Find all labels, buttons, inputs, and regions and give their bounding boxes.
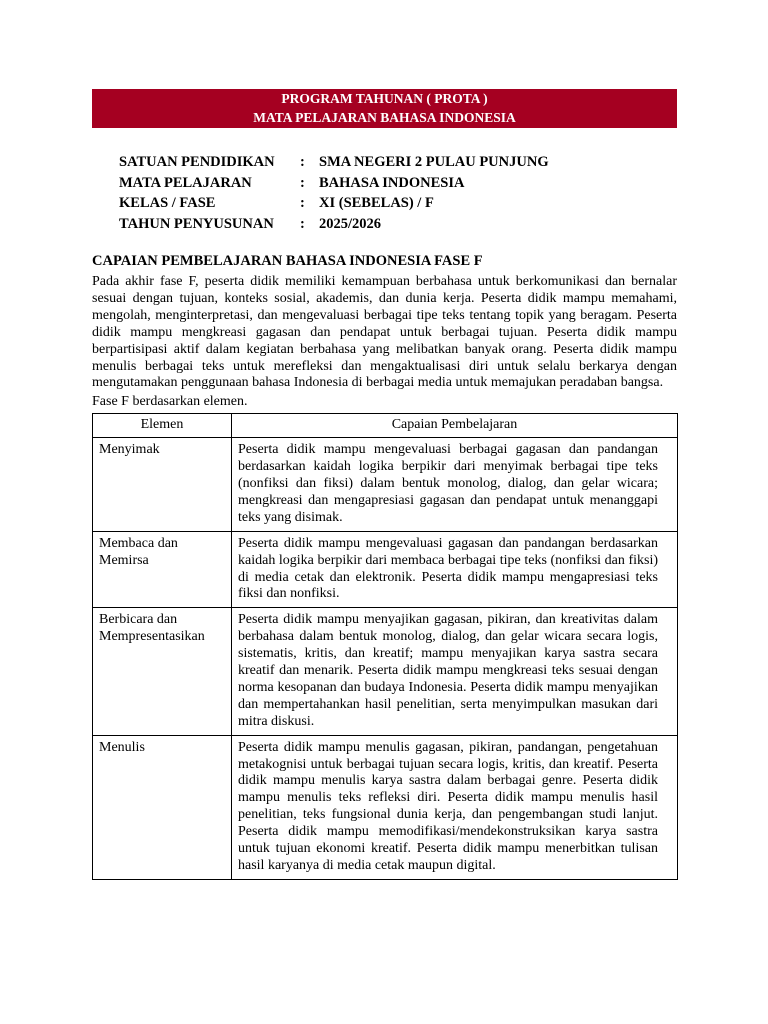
identity-separator: :: [300, 174, 305, 191]
capaian-cell: Peserta didik mampu menulis gagasan, pikiran, pandangan, pengetahuan metakognisi untuk berbagai tujuan secara logis, kritis, dan kreatif. Peserta didik mampu menulis karya sastra dalam berbagai genre. Peserta didik mampu menulis teks refleksi diri. Peserta didik mampu menulis hasil penelitian, teks fungsional dunia kerja, dan pengembangan studi lanjut. Peserta didik mampu memodifikasi/mendekonstruksikan karya sastra untuk tujuan ekonomi kreatif. Peserta didik mampu menerbitkan tulisan hasil karyanya di media cetak maupun digital.: [232, 735, 678, 879]
banner-title: PROGRAM TAHUNAN ( PROTA ): [281, 91, 488, 106]
identity-row: [119, 173, 549, 194]
header-elemen: Elemen: [93, 414, 232, 438]
identity-value: BAHASA INDONESIA: [319, 174, 465, 191]
capaian-cell: Peserta didik mampu menyajikan gagasan, pikiran, dan kreativitas dalam berbahasa dalam bentuk monolog, dialog, dan gelar wicara secara logis, sistematis, kritis, dan kreatif; mampu menyajikan karya sastra secara kreatif dan menarik. Peserta didik mampu mengkreasi teks sesuai dengan norma kesopanan dan budaya Indonesia. Peserta didik mampu menyajikan dan mempertahankan hasil penelitian, serta menyimpulkan masukan dari mitra diskusi.: [232, 608, 678, 735]
identity-separator: :: [300, 215, 305, 232]
section-heading: CAPAIAN PEMBELAJARAN BAHASA INDONESIA FASE F: [92, 253, 483, 269]
element-cell: Menulis: [93, 735, 232, 879]
identity-separator: :: [300, 195, 305, 211]
table-row: [93, 608, 678, 735]
capaian-table: [92, 413, 678, 880]
element-cell: Menyimak: [93, 438, 232, 532]
identity-label: KELAS / FASE: [119, 195, 216, 211]
identity-label: TAHUN PENYUSUNAN: [119, 215, 274, 232]
element-cell: Membaca dan Memirsa: [93, 531, 232, 608]
capaian-cell: Peserta didik mampu mengevaluasi berbagai gagasan dan pandangan berdasarkan kaidah logika berpikir dari menyimak berbagai tipe teks (nonfiksi dan fiksi) dalam bentuk monolog, dialog, dan gelar wicara; mengkreasi dan mengapresiasi gagasan dan pendapat untuk menanggapi teks yang disimak.: [232, 438, 678, 532]
identity-value: SMA NEGERI 2 PULAU PUNJUNG: [319, 154, 549, 170]
document-page: [92, 89, 677, 880]
table-intro: Fase F berdasarkan elemen.: [92, 394, 248, 410]
element-cell: Berbicara dan Mempresentasikan: [93, 608, 232, 735]
table-row: [93, 531, 678, 608]
identity-separator: :: [300, 154, 305, 170]
section-paragraph: Pada akhir fase F, peserta didik memiliki kemampuan berbahasa untuk berkomunikasi dan bernalar sesuai dengan tujuan, konteks sosial, akademis, dan dunia kerja. Peserta didik mampu memahami, mengolah, menginterpretasi, dan mengevaluasi berbagai tipe teks tentang topik yang beragam. Peserta didik mampu mengkreasi gagasan dan pendapat untuk berbagai tujuan. Peserta didik mampu berpartisipasi aktif dalam kegiatan berbahasa yang melibatkan banyak orang. Peserta didik mampu menulis berbagai teks untuk merefleksi dan mengaktualisasi diri untuk selalu berkarya dengan mengutamakan penggunaan bahasa Indonesia di berbagai media untuk memajukan peradaban bangsa.: [92, 274, 677, 391]
banner-subtitle: MATA PELAJARAN BAHASA INDONESIA: [253, 110, 516, 125]
identity-value: XI (SEBELAS) / F: [319, 195, 434, 211]
capaian-cell: Peserta didik mampu mengevaluasi gagasan dan pandangan berdasarkan kaidah logika berpikir dari membaca berbagai tipe teks (nonfiksi dan fiksi) di media cetak dan elektronik. Peserta didik mampu mengapresiasi teks fiksi dan nonfiksi.: [232, 531, 678, 608]
table-row: [93, 438, 678, 532]
identity-value: 2025/2026: [319, 215, 382, 232]
identity-label: SATUAN PENDIDIKAN: [119, 154, 275, 170]
identity-label: MATA PELAJARAN: [119, 174, 252, 191]
identity-table: [119, 152, 549, 234]
identity-row: [119, 193, 549, 214]
title-banner: [92, 89, 677, 128]
identity-row: [119, 152, 549, 173]
table-row: [93, 735, 678, 879]
table-header-row: [93, 414, 678, 438]
header-capaian: Capaian Pembelajaran: [232, 414, 678, 438]
identity-row: [119, 214, 549, 235]
